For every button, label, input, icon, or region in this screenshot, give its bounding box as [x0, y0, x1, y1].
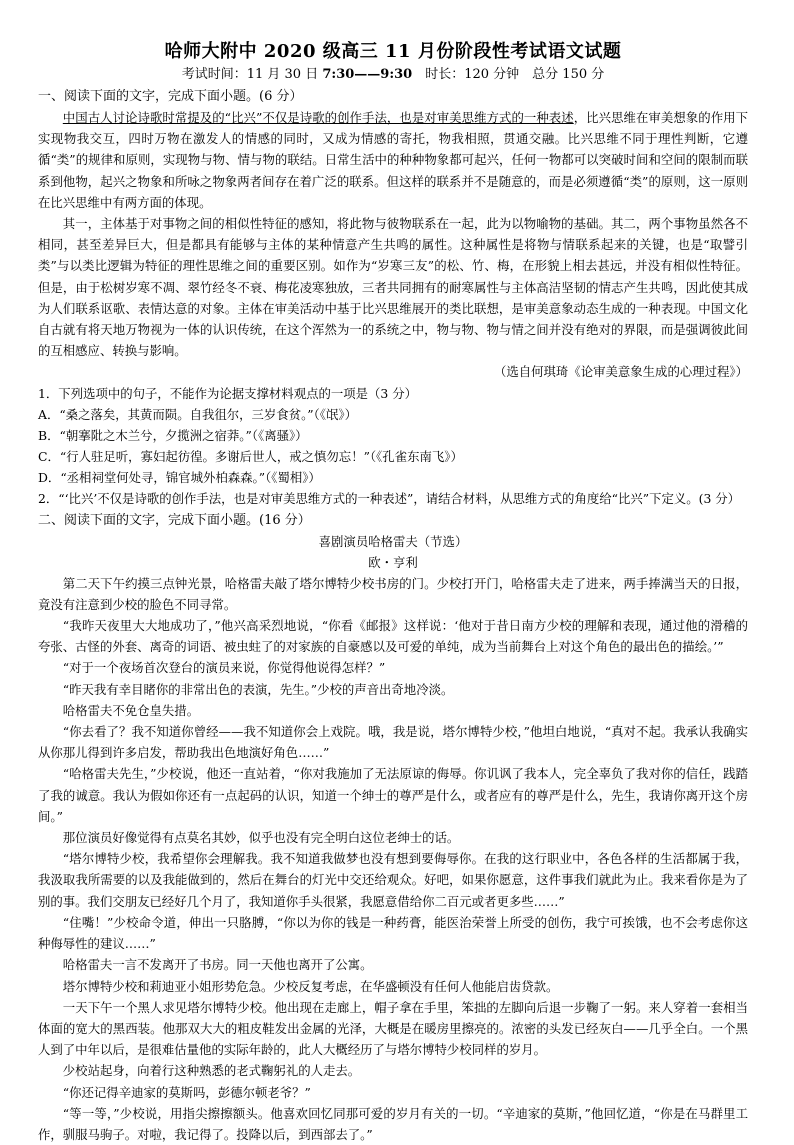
story-paragraph: 哈格雷夫一言不发离开了书房。同一天他也离开了公寓。	[62, 957, 373, 973]
option-a: A．“桑之落矣，其黄而陨。自我徂尔，三岁食贫。”（《氓》）	[38, 406, 357, 422]
story-paragraph: “等一等，”少校说，用指尖擦擦额头。他喜欢回忆同那可爱的岁月有关的一切。“辛迪家的莫斯，”他回忆道，“你是在马群里工作，驯服马驹子。对啦，我记得了。投降以后，到西部去了。”	[38, 1105, 748, 1142]
exam-time-prefix: 考试时间：11 月 30 日	[181, 67, 323, 82]
section-1-heading: 一、阅读下面的文字，完成下面小题。(6 分）	[38, 89, 303, 104]
exam-info	[38, 65, 748, 85]
option-b: B．“朝搴阰之木兰兮，夕揽洲之宿莽。”（《离骚》）	[38, 427, 308, 443]
option-c: C．“行人驻足听，寡妇起彷徨。多谢后世人，戒之慎勿忘！”（《孔雀东南飞》）	[38, 448, 463, 464]
exam-time-range: 7:30——9:30	[322, 67, 413, 82]
exam-title: 哈师大附中 2020 级高三 11 月份阶段性考试语文试题	[164, 41, 622, 62]
story-paragraph: 那位演员好像觉得有点莫名其妙，似乎也没有完全明白这位老绅士的话。	[62, 830, 460, 846]
story-paragraph: “你还记得辛迪家的莫斯吗，彭德尔顿老爷？”	[62, 1084, 311, 1100]
story-paragraph: “我昨天夜里大大地成功了，”他兴高采烈地说，“你看《邮报》这样说：‘他对于昔日南方少校的理解和表现，通过他的滑稽的夸张、古怪的外套、离奇的词语、被虫蛀了的对家族的自豪感以及可爱的单纯，成为当前舞台上对这个角色的最出色的描绘。’”	[38, 618, 748, 655]
story-paragraph: 塔尔博特少校和莉迪亚小姐形势危急。少校反复考虑，在华盛顿没有任何人他能启齿贷款。	[62, 978, 559, 994]
story-paragraph: “你去看了？我不知道你曾经——我不知道你会上戏院。哦，我是说，塔尔博特少校，”他坦白地说，“真对不起。我承认我确实从你那儿得到许多启发，帮助我出色地演好角色……”	[38, 724, 748, 761]
passage-1-paragraph-1	[38, 107, 748, 213]
question-2: 2．“‘比兴’不仅是诗歌的创作手法，也是对审美思维方式的一种表述”，请结合材料，从思维方式的角度给“比兴”下定义。(3 分）	[38, 490, 741, 506]
story-paragraph: “昨天我有幸目睹你的非常出色的表演，先生。”少校的声音出奇地冷淡。	[62, 681, 454, 697]
story-paragraph: 一天下午一个黑人求见塔尔博特少校。他出现在走廊上，帽子拿在手里，笨拙的左脚向后退一步鞠了一躬。来人穿着一套相当体面的宽大的黑西装。他那双大大的粗皮鞋发出金属的光泽，大概是在暖房里擦亮的。浓密的头发已经灰白——几乎全白。一个黑人到了中年以后，是很难估量他的实际年龄的，此人大概经历了与塔尔博特少校同样的岁月。	[38, 999, 748, 1058]
exam-duration-score: 时长：120 分钟 总分 150 分	[412, 67, 605, 82]
option-d: D．“丞相祠堂何处寻，锦官城外柏森森。”（《蜀相》）	[38, 469, 321, 485]
passage-source: （选自何琪琦《论审美意象生成的心理过程》）	[493, 364, 748, 380]
story-paragraph: 第二天下午约摸三点钟光景，哈格雷夫敲了塔尔博特少校书房的门。少校打开门，哈格雷夫走了进来，两手捧满当天的日报，竟没有注意到少校的脸色不同寻常。	[38, 575, 748, 612]
story-title: 喜剧演员哈格雷夫（节选）	[318, 533, 468, 549]
passage-1-paragraph-2: 其一，主体基于对事物之间的相似性特征的感知，将此物与彼物联系在一起，此为以物喻物的基础。其二，两个事物虽然各不相同，甚至差异巨大，但是都具有能够与主体的某种情意产生共鸣的属性。这种属性是将物与情联系起来的关键，也是“取譬引类”与以类比逻辑为特征的理性思维之间的重要区别。如作为“岁寒三友”的松、竹、梅，在形貌上相去甚远，并没有相似性特征。但是，由于松树岁寒不凋、翠竹经冬不衰、梅花凌寒独放，三者共同拥有的耐寒属性与主体高洁坚韧的情志产生共鸣，因此使其成为人们联系讴歌、表情达意的对象。主体在审美活动中基于比兴思维展开的类比联想，是审美意象动态生成的一种表现。中国文化自古就有将天地万物视为一体的认识传统，在这个浑然为一的系统之中，物与物、物与情之间并没有绝对的界限，而是强调彼此间的互相感应、转换与影响。	[38, 216, 748, 359]
story-paragraph: “哈格雷夫先生，”少校说，他还一直站着，“你对我施加了无法原谅的侮辱。你讥讽了我本人，完全辜负了我对你的信任，践踏了我的诚意。我认为假如你还有一点起码的认识，知道一个绅士的尊严是什么，或者应有的尊严是什么，先生，我请你离开这个房间。”	[38, 766, 748, 824]
story-paragraph: “对于一个夜场首次登台的演员来说，你觉得他说得怎样？”	[62, 660, 386, 676]
paragraph-1-rest: ，比兴思维在审美想象的作用下实现物我交互，四时万物在激发人的情感的同时，又成为情感的寄托，物我相照，贯通交融。比兴思维不同于理性判断，它遵循“类”的规律和原则，实现物与物、情与物的联结。日常生活中的种种物象都可起兴，任何一物都可以突破时间和空间的限制而联系到他物，起兴之物象和所咏之物象两者间存在着广泛的联系。但这样的联系并不是随意的，而是必须遵循“类”的原则，这一原则在比兴思维中有两方面的体现。	[38, 110, 748, 210]
story-paragraph: “塔尔博特少校，我希望你会理解我。我不知道我做梦也没有想到要侮辱你。在我的这行职业中，各色各样的生活都属于我，我汲取我所需要的以及我能做到的，然后在舞台的灯光中交还给观众。好吧，如果你愿意，这件事我们就此为止。我来看你是为了别的事。我们交朋友已经好几个月了，我知道你手头很紧，我愿意借给你二百元或者更多些……”	[38, 851, 748, 909]
story-author: 欧・亨利	[368, 554, 418, 570]
story-paragraph: “住嘴！”少校命令道，伸出一只胳膊，“你以为你的钱是一种药膏，能医治荣誉上所受的创伤，我宁可挨饿，也不会考虑你这种侮辱性的建议……”	[38, 914, 748, 952]
story-paragraph: 哈格雷夫不免仓皇失措。	[62, 702, 200, 718]
underlined-sentence: 中国古人讨论诗歌时常提及的“比兴”不仅是诗歌的创作手法，也是对审美思维方式的一种表述	[62, 110, 574, 125]
question-1: 1．下列选项中的句子，不能作为论据支撑材料观点的一项是（3 分）	[38, 385, 418, 401]
section-2-heading: 二、阅读下面的文字，完成下面小题。(16 分）	[38, 512, 311, 528]
story-paragraph: 少校站起身，向着行这种熟悉的老式鞠躬礼的人走去。	[62, 1063, 361, 1079]
